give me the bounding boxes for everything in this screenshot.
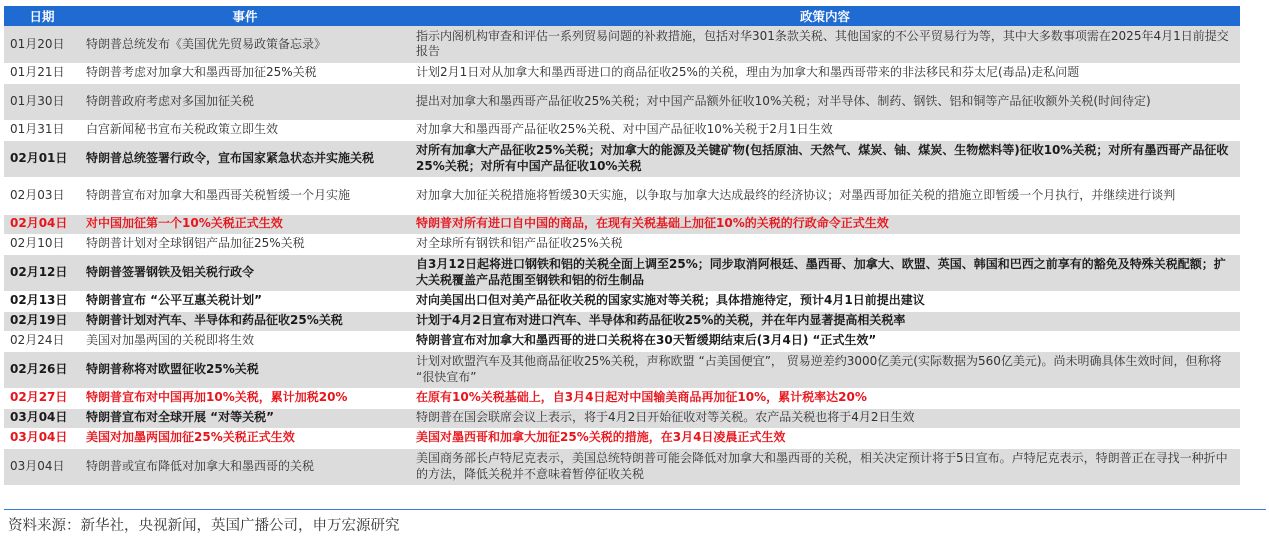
row-policy: 对加拿大加征关税措施将暂缓30天实施，以争取与加拿大达成最终的经济协议；对墨西哥加征关税的措施立即暂缓一个月执行，并继续进行谈判: [410, 177, 1240, 214]
row-policy: 指示内阁机构审查和评估一系列贸易问题的补救措施，包括对华301条款关税、其他国家的不公平贸易行为等，其中大多数事项需在2025年4月1日前提交报告: [410, 26, 1240, 63]
table-row: [4, 331, 1240, 351]
row-policy: 美国商务部长卢特尼克表示，美国总统特朗普可能会降低对加拿大和墨西哥的关税，相关决定预计将于5日宣布。卢特尼克表示，特朗普正在寻找一种折中的方法，降低关税并不意味着暂停征收关税: [410, 448, 1240, 485]
row-date: 01月20日: [4, 26, 80, 63]
table-row: [4, 214, 1240, 234]
row-event: 特朗普计划对汽车、半导体和药品征收25%关税: [80, 311, 410, 331]
row-event: 特朗普称将对欧盟征收25%关税: [80, 351, 410, 388]
row-policy: 特朗普对所有进口自中国的商品，在现有关税基础上加征10%的关税的行政命令正式生效: [410, 214, 1240, 234]
row-date: 01月21日: [4, 63, 80, 83]
row-date: 03月04日: [4, 448, 80, 485]
row-policy: 对加拿大和墨西哥产品征收25%关税、对中国产品征收10%关税于2月1日生效: [410, 120, 1240, 140]
row-date: 02月10日: [4, 234, 80, 254]
row-event: 特朗普政府考虑对多国加征关税: [80, 83, 410, 120]
row-event: 特朗普宣布对加拿大和墨西哥关税暂缓一个月实施: [80, 177, 410, 214]
table-row: [4, 120, 1240, 140]
table-row: [4, 388, 1240, 408]
row-date: 02月24日: [4, 331, 80, 351]
row-policy: 对所有加拿大产品征收25%关税；对加拿大的能源及关键矿物(包括原油、天然气、煤炭、铀、煤炭、生物燃料等)征收10%关税；对所有墨西哥产品征收25%关税；对所有中国产品征收10%关税: [410, 140, 1240, 177]
row-event: 特朗普计划对全球钢铝产品加征25%关税: [80, 234, 410, 254]
table-row: [4, 311, 1240, 331]
row-policy: 对全球所有钢铁和铝产品征收25%关税: [410, 234, 1240, 254]
row-event: 白宫新闻秘书宣布关税政策立即生效: [80, 120, 410, 140]
row-event: 特朗普宣布 “公平互惠关税计划”: [80, 291, 410, 311]
bottom-rule: [4, 509, 1266, 510]
table-row: [4, 177, 1240, 214]
table-row: [4, 26, 1240, 63]
row-date: 01月30日: [4, 83, 80, 120]
row-event: 美国对加墨两国加征25%关税正式生效: [80, 428, 410, 448]
header-policy: 政策内容: [410, 6, 1240, 26]
table-row: [4, 351, 1240, 388]
table-row: [4, 291, 1240, 311]
row-event: 特朗普宣布对中国再加10%关税，累计加税20%: [80, 388, 410, 408]
row-date: 02月26日: [4, 351, 80, 388]
row-date: 02月01日: [4, 140, 80, 177]
row-policy: 计划于4月2日宣布对进口汽车、半导体和药品征收25%的关税，并在年内显著提高相关税率: [410, 311, 1240, 331]
table-row: [4, 234, 1240, 254]
policy-table-container: [4, 6, 1240, 486]
row-policy: 提出对加拿大和墨西哥产品征收25%关税；对中国产品额外征收10%关税；对半导体、制药、钢铁、铝和铜等产品征收额外关税(时间待定): [410, 83, 1240, 120]
row-date: 01月31日: [4, 120, 80, 140]
row-event: 特朗普考虑对加拿大和墨西哥加征25%关税: [80, 63, 410, 83]
table-row: [4, 408, 1240, 428]
row-event: 特朗普签署钢铁及铝关税行政令: [80, 254, 410, 291]
table-row: [4, 428, 1240, 448]
row-policy: 美国对墨西哥和加拿大加征25%关税的措施，在3月4日凌晨正式生效: [410, 428, 1240, 448]
row-policy: 特朗普在国会联席会议上表示，将于4月2日开始征收对等关税。农产品关税也将于4月2日生效: [410, 408, 1240, 428]
row-policy: 对向美国出口但对美产品征收关税的国家实施对等关税；具体措施待定，预计4月1日前提出建议: [410, 291, 1240, 311]
row-event: 特朗普总统发布《美国优先贸易政策备忘录》: [80, 26, 410, 63]
row-date: 02月13日: [4, 291, 80, 311]
row-event: 对中国加征第一个10%关税正式生效: [80, 214, 410, 234]
row-date: 02月12日: [4, 254, 80, 291]
row-policy: 在原有10%关税基础上，自3月4日起对中国输美商品再加征10%，累计税率达20%: [410, 388, 1240, 408]
header-event: 事件: [80, 6, 410, 26]
header-date: 日期: [4, 6, 80, 26]
table-header-row: [4, 6, 1240, 26]
table-row: [4, 448, 1240, 485]
row-date: 02月19日: [4, 311, 80, 331]
table-row: [4, 254, 1240, 291]
row-event: 美国对加墨两国的关税即将生效: [80, 331, 410, 351]
row-policy: 计划对欧盟汽车及其他商品征收25%关税，声称欧盟 “占美国便宜”， 贸易逆差约3000亿美元(实际数据为560亿美元)。尚未明确具体生效时间，但称将 “很快宣布”: [410, 351, 1240, 388]
tariff-policy-table: [4, 6, 1240, 486]
row-event: 特朗普总统签署行政令，宣布国家紧急状态并实施关税: [80, 140, 410, 177]
table-row: [4, 140, 1240, 177]
row-date: 02月04日: [4, 214, 80, 234]
row-policy: 特朗普宣布对加拿大和墨西哥的进口关税将在30天暂缓期结束后(3月4日) “正式生效”: [410, 331, 1240, 351]
row-date: 03月04日: [4, 428, 80, 448]
table-row: [4, 83, 1240, 120]
source-note: 资料来源：新华社，央视新闻，英国广播公司，申万宏源研究: [8, 518, 400, 534]
row-date: 02月27日: [4, 388, 80, 408]
table-row: [4, 63, 1240, 83]
row-date: 02月03日: [4, 177, 80, 214]
row-policy: 计划2月1日对从加拿大和墨西哥进口的商品征收25%的关税，理由为加拿大和墨西哥带来的非法移民和芬太尼(毒品)走私问题: [410, 63, 1240, 83]
row-date: 03月04日: [4, 408, 80, 428]
row-event: 特朗普宣布对全球开展 “对等关税”: [80, 408, 410, 428]
row-policy: 自3月12日起将进口钢铁和铝的关税全面上调至25%；同步取消阿根廷、墨西哥、加拿大、欧盟、英国、韩国和巴西之前享有的豁免及特殊关税配额；扩大关税覆盖产品范围至钢铁和铝的衍生制品: [410, 254, 1240, 291]
row-event: 特朗普或宣布降低对加拿大和墨西哥的关税: [80, 448, 410, 485]
